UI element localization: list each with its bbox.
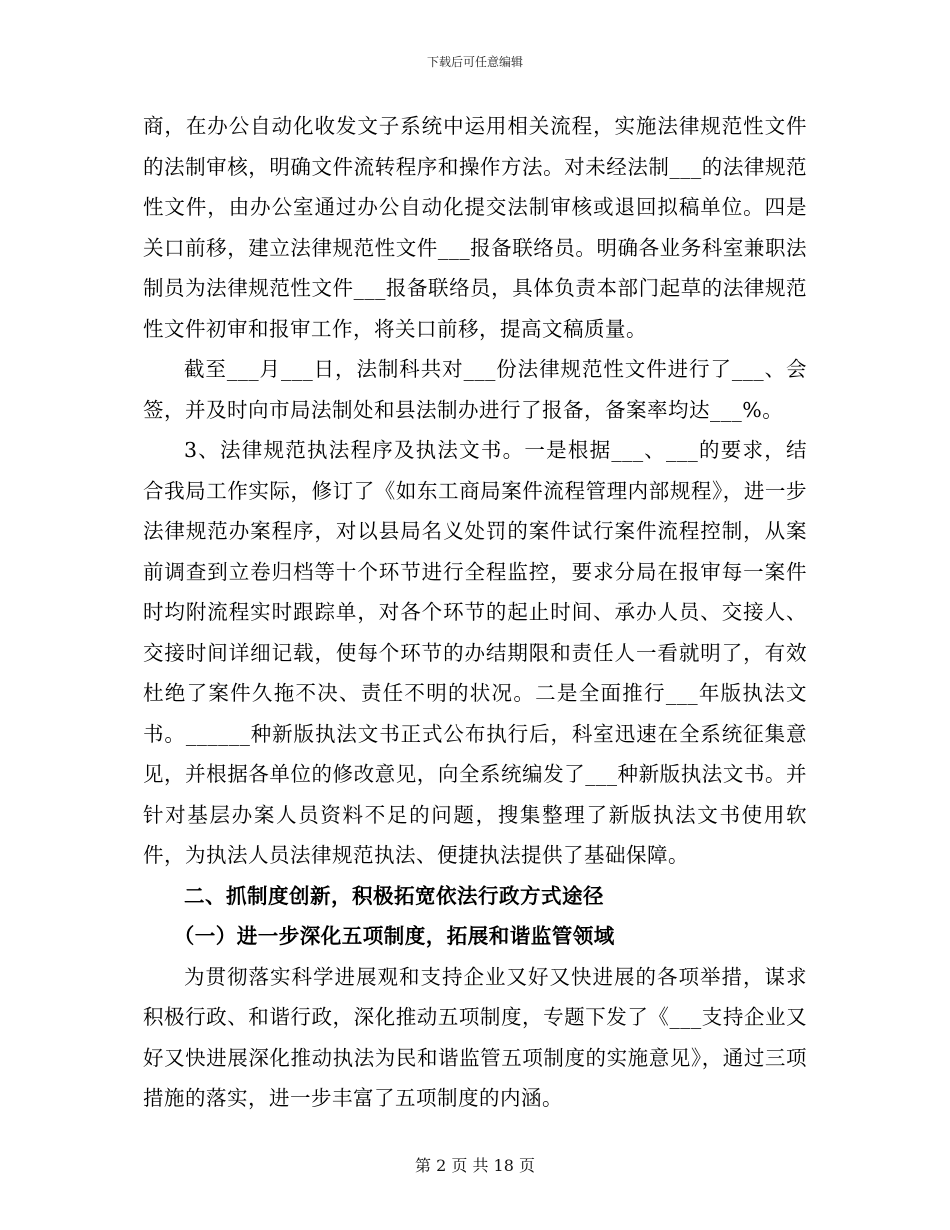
paragraph-continuation: 商，在办公自动化收发文子系统中运用相关流程，实施法律规范性文件的法制审核，明确文件流转程序和操作方法。对未经法制___的法律规范性文件，由办公室通过办公自动化提交法制审核或退回拟稿单位。四是关口前移，建立法律规范性文件___报备联络员。明确各业务科室兼职法制员为法律规范性文件___报备联络员，具体负责本部门起草的法律规范性文件初审和报审工作，将关口前移，提高文稿质量。 bbox=[143, 114, 807, 341]
paragraph-enforcement-procedures: 3、法律规范执法程序及执法文书。一是根据___、___的要求，结合我局工作实际，修订了《如东工商局案件流程管理内部规程》，进一步法律规范办案程序，对以县局名义处罚的案件试行案件流程控制，从案前调查到立卷归档等十个环节进行全程监控，要求分局在报审每一案件时均附流程实时跟踪单，对各个环节的起止时间、承办人员、交接人、交接时间详细记载，使每个环节的办结期限和责任人一看就明了，有效杜绝了案件久拖不决、责任不明的状况。二是全面推行___年版执法文书。______种新版执法文书正式公布执行后，科室迅速在全系统征集意见，并根据各单位的修改意见，向全系统编发了___种新版执法文书。并针对基层办案人员资料不足的问题，搜集整理了新版执法文书使用软件，为执法人员法律规范执法、便捷执法提供了基础保障。 bbox=[143, 438, 807, 867]
paragraph-deadline-stats: 截至___月___日，法制科共对___份法律规范性文件进行了___、会签，并及时向市局法制处和县法制办进行了报备，备案率均达___%。 bbox=[143, 357, 807, 422]
subsection-heading: （一）进一步深化五项制度，拓展和谐监管领域 bbox=[173, 924, 615, 948]
paragraph-five-systems: 为贯彻落实科学进展观和支持企业又好又快进展的各项举措，谋求积极行政、和谐行政，深化推动五项制度，专题下发了《___支持企业又好又快进展深化推动执法为民和谐监管五项制度的实施意见》，通过三项措施的落实，进一步丰富了五项制度的内涵。 bbox=[143, 964, 807, 1110]
page-header: 下载后可任意编辑 bbox=[426, 55, 523, 69]
page-number: 第 2 页 共 18 页 bbox=[415, 1156, 535, 1175]
document-body bbox=[143, 106, 807, 1119]
section-heading: 二、抓制度创新，积极拓宽依法行政方式途径 bbox=[184, 883, 604, 908]
